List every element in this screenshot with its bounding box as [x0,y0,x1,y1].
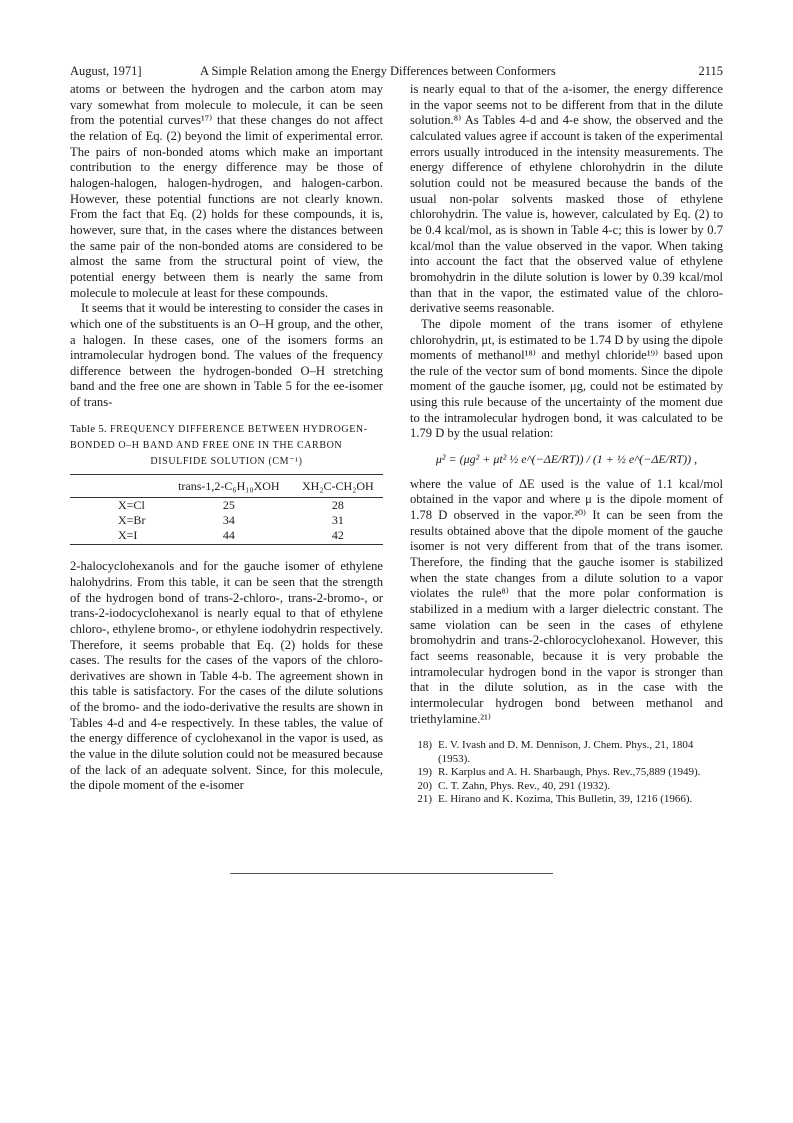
dipole-equation: μ² = (μg² + μt² ½ e^(−ΔE/RT)) / (1 + ½ e^(−ΔE/RT)) , [435,452,698,467]
table-row [70,498,383,513]
table-row [70,528,383,545]
left-column [70,82,383,794]
running-title: A Simple Relation among the Energy Differences between Conformers [200,64,556,78]
table-caption-lead: Table 5. [70,422,107,435]
page-header [70,64,723,80]
table-cell: X=Cl [118,498,145,513]
footnote-text: C. T. Zahn, Phys. Rev., 40, 291 (1932). [438,779,611,792]
table-header-empty [70,474,165,498]
footnote [410,780,723,794]
footnote-number: 19) [417,766,432,779]
right-column [410,82,723,807]
table-caption [70,421,383,470]
footnotes [410,739,723,807]
table-cell: X=I [70,528,165,545]
paragraph: atoms or between the hydrogen and the carbon atom may vary somewhat from molecule to molecule, it can be seen from the potential curves¹⁷⁾ that these changes do not affect the relation of Eq. (2) beyond the limit of experimental error. The pairs of non-bonded atoms which make an important contribution to the energy difference may be those of halogen-halogen, halogen-hydrogen, and halogen-carbon. However, these potential functions are not clearly known. From the fact that Eq. (2) holds for these compounds, it is, however, sure that, in the cases where the distances between the same pair of the non-bonded atoms are considered to be almost the same from the structural point of view, the potential energy between them is nearly the same from molecule to molecule at least for these compounds. [70,82,383,300]
table-cell: 34 [222,513,235,528]
footnote [410,793,723,807]
footnote-number: 21) [417,793,432,806]
table-caption-line: DISULFIDE SOLUTION (CM⁻¹) [150,455,303,467]
paragraph: 2-halocyclohexanols and for the gauche isomer of ethylene halohydrins. From this table, it can be seen that the strength of the hydrogen bond of trans-2-chloro-, trans-2-bromo-, or trans-2-iodocyclohexanol is nearly equal to that of ethylene chloro-, ethylene bromo-, or ethylene iodohydrin respectively. Therefore, it seems probable that Eq. (2) holds for these cases. The results for the cases of the vapors of the chloro-derivatives are shown in Table 4-b. The agreement shown in this table is satisfactory. For the cases of the dilute solutions of the bromo- and the iodo-derivative the results are shown in Tables 4-d and 4-e respectively. In these tables, the value of the energy difference of cyclohexanol in the vapor is used, as the value in the dilute solution could not be measured because of the lack of an adequate solvent. Since, for this molecule, the dipole moment of the e-isomer [70,559,383,793]
table-caption-line: FREQUENCY DIFFERENCE BETWEEN HYDROGEN- [109,423,368,435]
table-cell: 25 [222,498,235,513]
page-number: 2115 [698,64,723,78]
table-cell: X=Br [118,513,146,528]
journal-date: August, 1971] [70,64,142,78]
paragraph: where the value of ΔE used is the value of 1.1 kcal/mol obtained in the vapor and where μ is the dipole moment of 1.78 D observed in the vapor.²⁰⁾ It can be seen from the results obtained above that the dipole moment of the gauche isomer is not very different from that of the trans isomer. Therefore, the finding that the gauche isomer is stabilized when the state changes from a dilute solution to a vapor violates the rule⁸⁾ that the more polar conformation is stabilized in a medium with a larger dielectric constant. The same violation can be seen in the cases of ethylene bromohydrin and trans-2-chlorocyclohexanol. However, this fact seems reasonable, because it is very probable the intramolecular hydrogen bond in the vapor is stronger than that in the dilute solution, as in the case with the intermolecular hydrogen bond between methanol and triethylamine.²¹⁾ [410,476,723,726]
table-row [70,513,383,528]
footnote [410,766,723,780]
paragraph: The dipole moment of the trans isomer of ethylene chlorohydrin, μt, is estimated to be 1.74 D by using the dipole moments of methanol¹⁸⁾ and methyl chloride¹⁹⁾ based upon the rule of the vector sum of bond moments. Since the dipole moment of the gauche isomer, μg, could not be estimated by using this rule because of the uncertainty of the moment due to the intramolecular hydrogen bond, it was calculated to be 1.79 D by the usual relation: [410,316,723,441]
footnote-text: R. Karplus and A. H. Sharbaugh, Phys. Rev.,75,889 (1949). [438,766,701,779]
footnote [410,739,723,766]
table-cell: 31 [331,513,344,528]
bottom-rule [230,873,553,874]
table-header: XH₂C-CH₂OH [293,474,383,498]
frequency-table [70,474,383,545]
paragraph: It seems that it would be interesting to consider the cases in which one of the substituents is an O–H group, and the other, a halogen. In these cases, one of the isomers forms an intramolecular hydrogen bond. The values of the frequency difference between the hydrogen-bonded O–H stretching band and the free one are shown in Table 5 for the ee-isomer of trans- [70,301,383,410]
footnote-text: E. V. Ivash and D. M. Dennison, J. Chem. Phys., 21, 1804 (1953). [438,739,694,765]
footnote-text: E. Hirano and K. Kozima, This Bulletin, 39, 1216 (1966). [438,793,693,806]
table-cell: 44 [165,528,293,545]
table-cell: 28 [331,498,344,513]
table-cell: 42 [293,528,383,545]
footnote-number: 20) [417,779,432,792]
table-header: trans-1,2-C₆H₁₀XOH [165,474,293,498]
table-caption-line: BONDED O–H BAND AND FREE ONE IN THE CARBON [70,439,343,451]
paragraph: is nearly equal to that of the a-isomer, the energy difference in the vapor seems not to be different from that in the dilute solution.⁸⁾ As Tables 4-d and 4-e show, the observed and the calculated values agree if account is taken of the experimental errors usually introduced in the intensity measurements. The energy difference of ethylene chlorohydrin in the dilute solution could not be measured because the bands of the usual non-polar solvents masked those of ethylene chlorohydrin. The value is, however, calculated by Eq. (2) to be 0.4 kcal/mol, as is shown in Table 4-c; this is lower by 0.7 kcal/mol than the value observed in the vapor. When taking into account the fact that the observed value of ethylene bromohydrin in the dilute solution is lower by 0.39 kcal/mol than that in the vapor, the estimated value of the chloro-derivative seems reasonable. [410,82,723,316]
footnote-number: 18) [417,739,432,752]
